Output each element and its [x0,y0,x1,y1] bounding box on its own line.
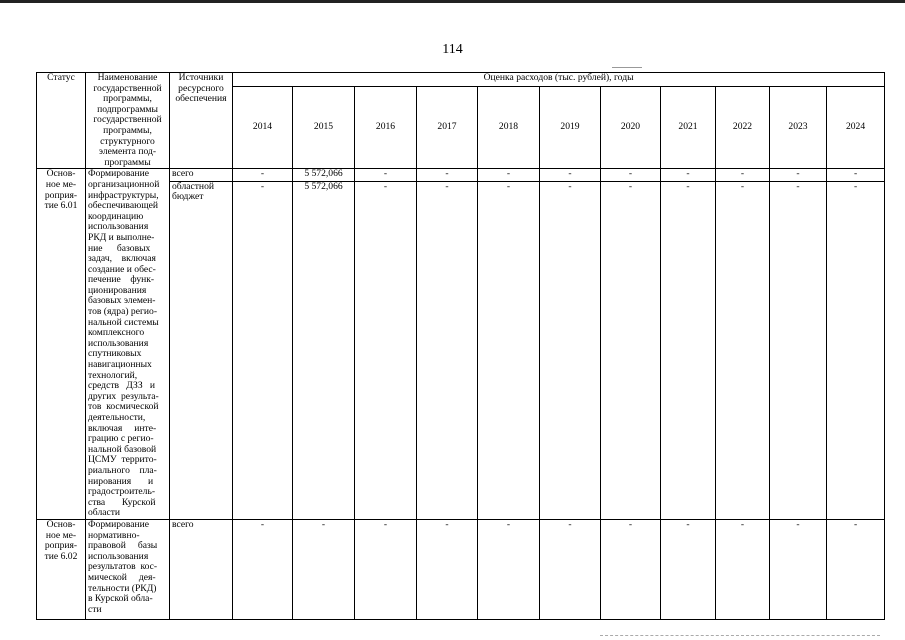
value-cell: - [540,181,601,519]
header-year: 2014 [233,86,293,169]
value-cell: - [478,519,540,619]
page-top-border [0,0,905,3]
value-cell: - [540,519,601,619]
table-row [37,169,885,181]
header-year: 2021 [661,86,716,169]
scan-artifact [600,632,880,636]
scan-mark [612,67,642,68]
header-sources: Источники ресурсного обеспечения [170,73,233,169]
header-estimate: Оценка расходов (тыс. рублей), годы [233,73,885,87]
source-label: всего [170,519,233,619]
value-cell: - [770,519,827,619]
value-cell: - [355,181,417,519]
value-cell: - [601,169,661,181]
header-status: Статус [37,73,86,169]
header-year: 2018 [478,86,540,169]
value-cell: - [417,169,478,181]
value-cell: - [540,169,601,181]
value-cell: - [716,181,770,519]
header-year: 2020 [601,86,661,169]
header-year: 2019 [540,86,601,169]
page-number: 114 [442,42,463,57]
value-cell: - [355,519,417,619]
row-name: Формирование организационной инфраструктуры, обеспечивающей координацию использования РКД и выполне- ние базовых задач, включая создание и обес- печение функ- ционирования базовых элемен- тов (ядра) регио- нальной системы комплексного использования спутниковых навигационных технологий, средств ДЗЗ и других результа- тов космической деятельности, включая инте- грацию с регио- нальной базовой ЦСМУ террито- риального пла- нирования и градостроитель- ства Курской области [86,169,170,520]
header-year: 2015 [293,86,355,169]
header-name: Наименование государственной программы, подпрограммы государственной программы, структурного элемента под- программы [86,73,170,169]
value-cell: - [417,181,478,519]
value-cell: - [827,181,885,519]
row-status: Основ- ное ме- роприя- тие 6.02 [37,519,86,619]
value-cell: - [827,169,885,181]
value-cell: - [233,519,293,619]
value-cell: - [770,169,827,181]
value-cell: - [661,181,716,519]
header-year: 2016 [355,86,417,169]
value-cell: 5 572,066 [293,181,355,519]
value-cell: - [233,169,293,181]
value-cell: - [716,169,770,181]
value-cell: - [661,169,716,181]
value-cell: 5 572,066 [293,169,355,181]
budget-table [36,72,885,620]
source-label: всего [170,169,233,181]
value-cell: - [661,519,716,619]
value-cell: - [601,181,661,519]
header-year: 2017 [417,86,478,169]
table-row [37,519,885,619]
header-year: 2022 [716,86,770,169]
value-cell: - [293,519,355,619]
row-name: Формирование нормативно- правовой базы использования результатов кос- мической дея- тельности (РКД) в Курской обла- сти [86,519,170,619]
value-cell: - [716,519,770,619]
header-year: 2023 [770,86,827,169]
value-cell: - [478,181,540,519]
source-label: областной бюджет [170,181,233,519]
value-cell: - [233,181,293,519]
value-cell: - [770,181,827,519]
value-cell: - [355,169,417,181]
row-status: Основ- ное ме- роприя- тие 6.01 [37,169,86,520]
value-cell: - [478,169,540,181]
header-year: 2024 [827,86,885,169]
value-cell: - [827,519,885,619]
value-cell: - [417,519,478,619]
value-cell: - [601,519,661,619]
